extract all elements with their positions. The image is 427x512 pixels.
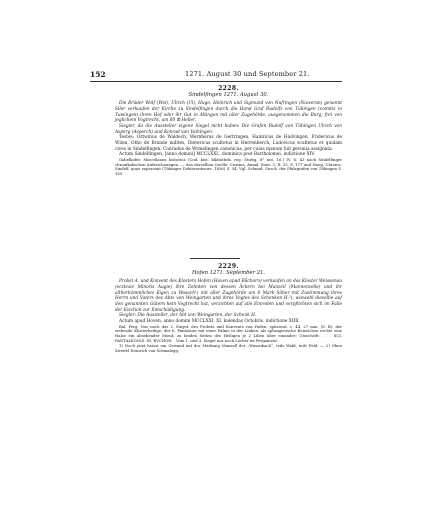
document-actum: Actum apud Hoven, anno domini MCCLXXI, XI. kalendas Octobris. indictione XIIII. <box>119 318 300 324</box>
document-2229 <box>115 264 342 353</box>
document-2228 <box>115 86 342 177</box>
document-source: Bal. Perg. Nur noch das 2. Siegel: des Probsts und Konvents von Hofen, spitzoval, c. 44, 27 mm. (S. B): der stehende Klosterheilige, der h. Pantaleon mit einer Palme in der Linken, als sphragistische Beizeichen rechts vom Halse ein absehender Mond, zu beiden Seiten des Heiligen je 2 Lilien über einander; Umschrift: . . . SCI. PANTALEONIS. IN. BVCHOR. . Vom 1. und 3. Siegel nur noch Löcher im Pergament. <box>115 323 342 343</box>
footnotes <box>115 344 342 354</box>
document-sealers: Siegler, da die Aussteller eigene Siegel nicht haben: Die Grafen Rudolf von Tübingen Ulrich von Asperg (Asperch) und Konrad von Vaihingen. <box>115 123 342 135</box>
document-number: 2228. <box>218 85 239 92</box>
document-sealers: Siegler: Die Aussteller, der Abt von Weingarten, der Schenk H. <box>119 313 257 319</box>
document-place-date: Hofen 1271. September 21. <box>192 269 265 276</box>
document-summary: Die Brüder Wolf (Wol), Ulrich (Ul), Hugo, Heinrich und Sigmund von Nufringen (Nuweran) genannt Siler verkaufen der Kirche zu Sindelfingen durch die Hand Graf Rudolfs von Tübingen (comitis in Tuwingen) ihren Hof oder ihr Gut in Altingen mit aller Zugehörde, ausgenommen die Burg, frei von jeglichem Vogtrecht, um 80 ℔ Heller. <box>115 101 342 124</box>
footnote-1: 1) Noch jetzt heisst ein Gewand auf der Markung Manzell der „Wasenbach“, teils Wald, teils Feld. <box>119 342 319 348</box>
section-separator <box>190 258 240 259</box>
footnote-2: — 2) Ohne Zweifel Heinrich von Schmalegg. <box>115 342 342 353</box>
document-source: Gabelkofer, Miscellanea historica (Cod. hist. bibliothek. reg. Stuttg. 8° nro. 16.) IV. S. 43 nach Sindelfinger chronikalischen Aufzeichnungen. — Aus derselben Quelle: Crusius, Annal. Suev. 3, Il, 33, S. 177 und Haug, Chronic. Sindelf. quae supersunt (Tübinger Doktorentwurs. 1836) S. 34. Vgl. Schmid, Gesch. der Pfalzgrafen von Tübingen S. 165. <box>115 156 342 177</box>
running-title: 1271. August 30 und September 21. <box>185 70 310 78</box>
document-actum: Actum Sindelfingen, [anno domini] MCCLXXI., dominica post Bartholomei, indictione XIV. <box>119 152 316 158</box>
document-place-date: Sindelfingen 1271. August 30. <box>188 91 269 98</box>
document-witnesses: Testes: Ortwinus de Waldech, Wernherus de Gertringen, Hainricus de Hailvingen, Fridericus de Wilen, Otho de Brande milites, Dietericus scultetus in Herrenberch, Ludovicus scultetus et quidam cives in Sindelfingen, Conradus de Wrmelingen canonicus, per cuius manum fuit pecunia assignata. <box>115 135 342 152</box>
page-number: 152 <box>90 70 106 79</box>
header-rule <box>90 81 342 82</box>
document-summary: Probst A. und Konvent des Klosters Hofen (Hoven apud Bůchorn) verkaufen an das Kloster Weissenau (ecclesie Minoris Augie) ihre Zehnten von dessen Äckern bei Manzell (Mannenzelle) und ihr altherkömmliches Eigen zu Wasach¹) mit aller Zugehörde um 6 Mark Silber mit Zustimmung ihres Herrn und Vaters des Abts von Weingarten und ihres Vogtes des Schenken H.²), wiewohl dieselbe auf den genannten Gütern kein Vogtrecht hat, verzichten auf alle Einreden und verpflichten sich im Falle der Eviction zur Entschädigung. <box>115 279 342 313</box>
document-number: 2229. <box>218 263 239 270</box>
